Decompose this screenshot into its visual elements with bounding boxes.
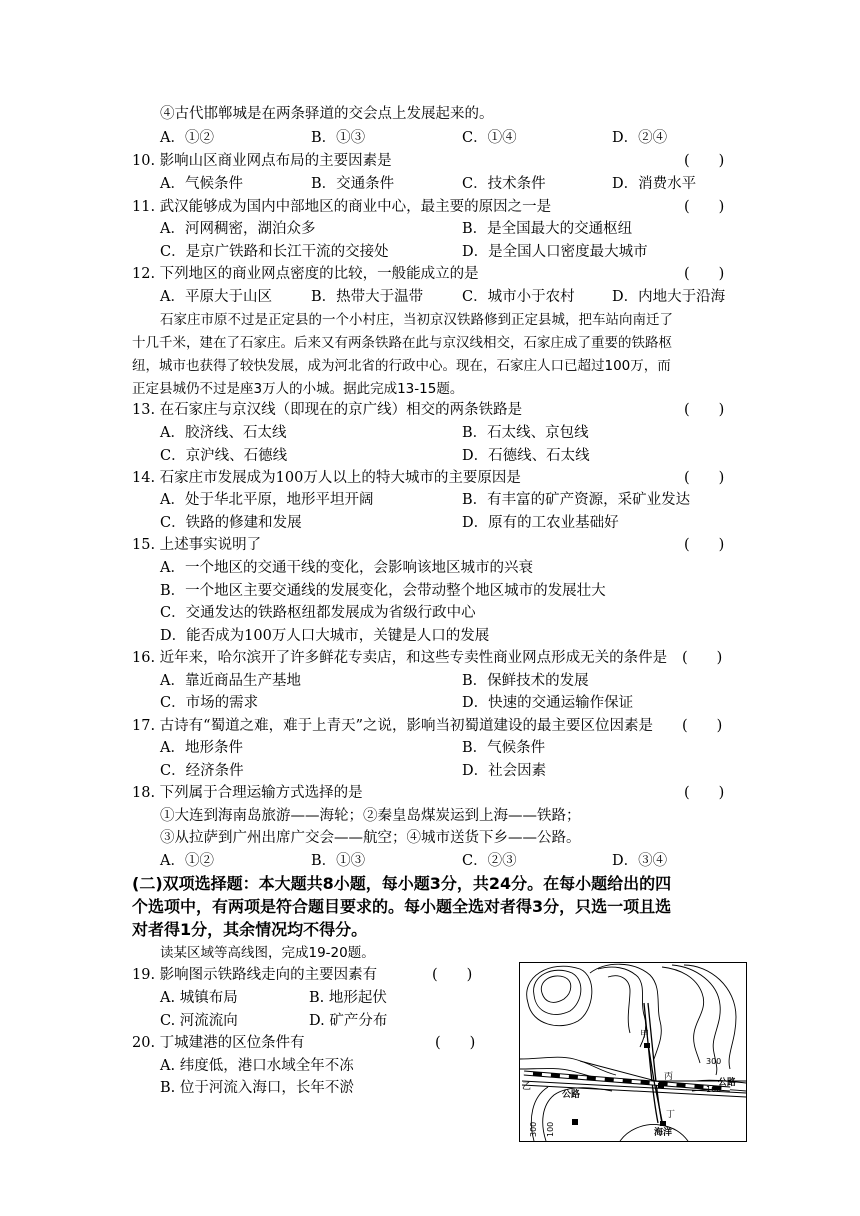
section2-instructions-line-3: 对者得1分，其余情况均不得分。	[132, 920, 368, 939]
q12-option-b[interactable]: B．热带大于温带	[311, 289, 424, 305]
town-jia-marker	[644, 1043, 650, 1048]
q17-option-b[interactable]: B．气候条件	[462, 740, 546, 756]
q14-option-c[interactable]: C．铁路的修建和发展	[160, 515, 302, 531]
q19-option-b[interactable]: B. 地形起伏	[309, 990, 387, 1006]
label-ding: 丁	[666, 1110, 676, 1120]
q19-option-a[interactable]: A. 城镇布局	[160, 990, 238, 1006]
q17-option-a[interactable]: A．地形条件	[160, 740, 243, 756]
q13-option-c[interactable]: C．京沪线、石德线	[160, 448, 288, 464]
q16-option-d[interactable]: D．快速的交通运输作保证	[462, 695, 634, 711]
q19-stem: 19. 影响图示铁路线走向的主要因素有	[132, 967, 378, 983]
label-sea: 海洋	[654, 1128, 673, 1138]
q15-stem: 15. 上述事实说明了	[132, 537, 262, 553]
contour-map	[519, 962, 747, 1142]
q11-answer-blank[interactable]: ( )	[684, 199, 725, 215]
label-road-left: 公路	[562, 1090, 581, 1100]
passage-line-3: 纽，城市也获得了较快发展，成为河北省的行政中心。现在，石家庄人口已超过100万，而	[132, 358, 671, 374]
q12-stem: 12. 下列地区的商业网点密度的比较，一般能成立的是	[132, 266, 479, 282]
q18-option-a[interactable]: A．①②	[160, 853, 214, 869]
q14-option-d[interactable]: D．原有的工农业基础好	[462, 515, 619, 531]
q11-stem: 11. 武汉能够成为国内中部地区的商业中心，最主要的原因之一是	[132, 199, 552, 215]
label-yi: 乙	[522, 1082, 532, 1092]
q9-item4: ④古代邯郸城是在两条驿道的交会点上发展起来的。	[160, 106, 494, 122]
section2-intro: 读某区域等高线图，完成19-20题。	[160, 945, 375, 961]
section2-instructions-line-1: (二)双项选择题：本大题共8小题，每小题3分，共24分。在每小题给出的四	[132, 874, 672, 893]
q18-item-line-2: ③从拉萨到广州出席广交会——航空；④城市送货下乡——公路。	[160, 830, 581, 846]
q12-option-a[interactable]: A．平原大于山区	[160, 289, 272, 305]
q16-option-a[interactable]: A．靠近商品生产基地	[160, 673, 301, 689]
q17-stem: 17. 古诗有“蜀道之难，难于上青天”之说，影响当初蜀道建设的最主要区位因素是	[132, 718, 653, 734]
q10-option-c[interactable]: C．技术条件	[462, 176, 546, 192]
label-bing: 丙	[664, 1072, 674, 1082]
q10-stem: 10. 影响山区商业网点布局的主要因素是	[132, 153, 392, 169]
q10-option-d[interactable]: D．消费水平	[612, 176, 697, 192]
q16-option-b[interactable]: B．保鲜技术的发展	[462, 673, 589, 689]
town-bing-marker	[658, 1083, 664, 1088]
q15-option-c[interactable]: C．交通发达的铁路枢纽都发展成为省级行政中心	[160, 605, 476, 621]
contour-label-300-bottom: 300	[529, 1121, 538, 1137]
q11-option-d[interactable]: D．是全国人口密度最大城市	[462, 244, 648, 260]
town-ding-marker	[660, 1121, 666, 1126]
q14-option-a[interactable]: A．处于华北平原，地形平坦开阔	[160, 492, 374, 508]
q17-option-c[interactable]: C．经济条件	[160, 763, 244, 779]
q18-stem: 18. 下列属于合理运输方式选择的是	[132, 785, 363, 801]
passage-line-1: 石家庄市原不过是正定县的一个小村庄，当初京汉铁路修到正定县城，把车站向南迁了	[160, 312, 673, 328]
square-symbol	[572, 1119, 578, 1125]
contour-label-100-bottom: 100	[546, 1121, 555, 1137]
q11-option-a[interactable]: A．河网稠密，湖泊众多	[160, 221, 316, 237]
q9-option-c[interactable]: C．①④	[462, 130, 517, 146]
q15-option-d[interactable]: D．能否成为100万人口大城市，关键是人口的发展	[160, 628, 490, 644]
q14-option-b[interactable]: B．有丰富的矿产资源，采矿业发达	[462, 492, 691, 508]
section2-instructions-line-2: 个选项中，有两项是符合题目要求的。每小题全选对者得3分，只选一项且选	[132, 897, 672, 916]
q10-option-a[interactable]: A．气候条件	[160, 176, 243, 192]
q18-answer-blank[interactable]: ( )	[684, 785, 725, 801]
q16-option-c[interactable]: C．市场的需求	[160, 695, 259, 711]
contour-label-100-top: 100	[706, 1085, 722, 1094]
q10-answer-blank[interactable]: ( )	[684, 153, 725, 169]
q18-option-d[interactable]: D．③④	[612, 853, 668, 869]
q17-option-d[interactable]: D．社会因素	[462, 763, 547, 779]
q13-option-a[interactable]: A．胶济线、石太线	[160, 425, 287, 441]
q9-option-b[interactable]: B．①③	[311, 130, 366, 146]
label-road-right: 公路	[718, 1078, 737, 1088]
q9-option-d[interactable]: D．②④	[612, 130, 668, 146]
q19-option-c[interactable]: C. 河流流向	[160, 1013, 238, 1029]
q20-answer-blank[interactable]: ( )	[435, 1035, 476, 1051]
q18-option-c[interactable]: C．②③	[462, 853, 517, 869]
q17-answer-blank[interactable]: ( )	[682, 718, 723, 734]
q13-answer-blank[interactable]: ( )	[684, 402, 725, 418]
q14-answer-blank[interactable]: ( )	[684, 470, 725, 486]
q15-option-b[interactable]: B．一个地区主要交通线的发展变化，会带动整个地区城市的发展壮大	[160, 583, 606, 599]
q15-answer-blank[interactable]: ( )	[684, 537, 725, 553]
q20-option-b[interactable]: B. 位于河流入海口，长年不淤	[160, 1080, 354, 1096]
passage-line-4: 正定县城仍不过是座3万人的小城。据此完成13-15题。	[132, 381, 464, 397]
q16-stem: 16. 近年来，哈尔滨开了许多鲜花专卖店，和这些专卖性商业网点形成无关的条件是	[132, 650, 668, 666]
q20-option-a[interactable]: A. 纬度低，港口水域全年不冻	[160, 1058, 354, 1074]
q12-answer-blank[interactable]: ( )	[684, 266, 725, 282]
q19-option-d[interactable]: D. 矿产分布	[309, 1013, 388, 1029]
q13-stem: 13. 在石家庄与京汉线（即现在的京广线）相交的两条铁路是	[132, 402, 523, 418]
q12-option-c[interactable]: C．城市小于农村	[462, 289, 575, 305]
q13-option-d[interactable]: D．石德线、石太线	[462, 448, 590, 464]
label-jia: 甲	[640, 1030, 650, 1040]
q18-option-b[interactable]: B．①③	[311, 853, 366, 869]
q11-option-b[interactable]: B．是全国最大的交通枢纽	[462, 221, 633, 237]
contour-label-300-top: 300	[706, 1057, 722, 1066]
q13-option-b[interactable]: B．石太线、京包线	[462, 425, 589, 441]
q15-option-a[interactable]: A．一个地区的交通干线的变化，会影响该地区城市的兴衰	[160, 560, 533, 576]
q10-option-b[interactable]: B．交通条件	[311, 176, 395, 192]
q14-stem: 14. 石家庄市发展成为100万人以上的特大城市的主要原因是	[132, 470, 521, 486]
q11-option-c[interactable]: C．是京广铁路和长江干流的交接处	[160, 244, 389, 260]
q9-option-a[interactable]: A．①②	[160, 130, 214, 146]
q19-answer-blank[interactable]: ( )	[432, 967, 473, 983]
q20-stem: 20. 丁城建港的区位条件有	[132, 1035, 305, 1051]
passage-line-2: 十几千米，建在了石家庄。后来又有两条铁路在此与京汉线相交，石家庄成了重要的铁路枢	[132, 335, 672, 351]
q12-option-d[interactable]: D．内地大于沿海	[612, 289, 726, 305]
q16-answer-blank[interactable]: ( )	[682, 650, 723, 666]
q18-item-line-1: ①大连到海南岛旅游——海轮；②秦皇岛煤炭运到上海——铁路；	[160, 808, 581, 824]
